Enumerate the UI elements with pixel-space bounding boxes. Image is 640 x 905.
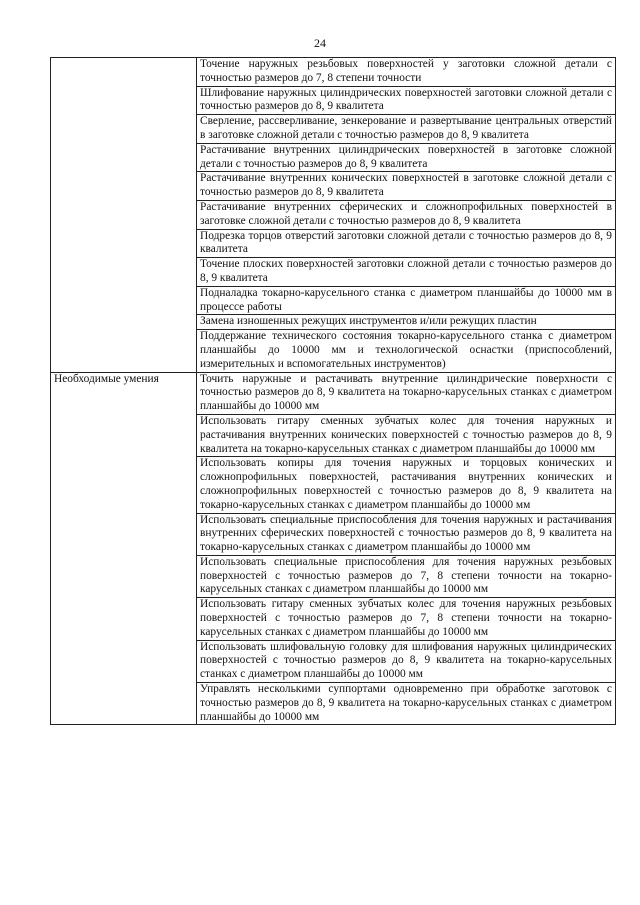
section-label: Необходимые умения — [54, 372, 159, 385]
requirement-text: Точение наружных резьбовых поверхностей у заготовки сложной детали с точностью размеров до 7, 8 степени точности — [197, 58, 616, 87]
table-row — [51, 372, 616, 414]
requirement-text: Шлифование наружных цилиндрических поверхностей заготовки сложной детали с точностью размеров до 8, 9 квалитета — [197, 86, 616, 115]
requirement-text: Использовать гитару сменных зубчатых колес для точения наружных резьбовых поверхностей с точностью размеров до 7, 8 степени точности на токарно-карусельных станках с диаметром планшайбы до 10000 мм — [197, 598, 616, 640]
requirement-text: Точение плоских поверхностей заготовки сложной детали с точностью размеров до 8, 9 квалитета — [197, 258, 616, 287]
requirement-text: Точить наружные и растачивать внутренние цилиндрические поверхности с точностью размеров до 8, 9 квалитета на токарно-карусельных станках с диаметром планшайбы до 10000 мм — [197, 372, 616, 414]
requirement-text: Использовать гитару сменных зубчатых колес для точения наружных и растачивания внутренних конических поверхностей с точностью размеров до 8, 9 квалитета на токарно-карусельных станках с диаметром планшайбы до 10000 мм — [197, 414, 616, 456]
requirement-text: Растачивание внутренних сферических и сложнопрофильных поверхностей в заготовке сложной детали с точностью размеров до 8, 9 квалитета — [197, 200, 616, 229]
page-number: 24 — [314, 36, 326, 50]
requirement-text: Использовать шлифовальную головку для шлифования наружных цилиндрических поверхностей с точностью размеров до 8, 9 квалитета на токарно-карусельных станках с диаметром планшайбы до 10000 мм — [197, 640, 616, 682]
requirement-text: Поддержание технического состояния токарно-карусельного станка с диаметром планшайбы до 10000 мм и технологической оснастки (приспособлений, измерительных и вспомогательных инструментов) — [197, 330, 616, 372]
requirement-text: Использовать специальные приспособления для точения наружных и растачивания внутренних сферических поверхностей с точностью размеров до 8, 9 квалитета на токарно-карусельных станках с диаметром планшайбы до 10000 мм — [197, 513, 616, 555]
table-row — [51, 58, 616, 87]
requirement-text: Замена изношенных режущих инструментов и/или режущих пластин — [197, 315, 616, 330]
requirement-text: Использовать копиры для точения наружных и торцовых конических и сложнопрофильных поверхностей, растачивания внутренних конических и сложнопрофильных поверхностей с точностью размеров до 8, 9 квалитета на токарно-карусельных станках с диаметром планшайбы до 10000 мм — [197, 457, 616, 513]
section-label-cell — [51, 372, 197, 725]
requirement-text: Подналадка токарно-карусельного станка с диаметром планшайбы до 10000 мм в процессе работы — [197, 286, 616, 315]
requirement-text: Растачивание внутренних цилиндрических поверхностей в заготовке сложной детали с точностью размеров до 8, 9 квалитета — [197, 143, 616, 172]
requirement-text: Управлять несколькими суппортами одновременно при обработке заготовок с точностью размеров до 8, 9 квалитета на токарно-карусельных станках с диаметром планшайбы до 10000 мм — [197, 683, 616, 725]
table-body — [51, 58, 616, 725]
requirements-table — [50, 57, 616, 725]
requirement-text: Использовать специальные приспособления для точения наружных резьбовых поверхностей с точностью размеров до 7, 8 степени точности на токарно-карусельных станках с диаметром планшайбы до 10000 мм — [197, 555, 616, 597]
requirement-text: Сверление, рассверливание, зенкерование и развертывание центральных отверстий в заготовке сложной детали с точностью размеров до 8, 9 квалитета — [197, 115, 616, 144]
section-label-cell — [51, 58, 197, 373]
requirement-text: Подрезка торцов отверстий заготовки сложной детали с точностью размеров до 8, 9 квалитета — [197, 229, 616, 258]
requirement-text: Растачивание внутренних конических поверхностей в заготовке сложной детали с точностью размеров до 8, 9 квалитета — [197, 172, 616, 201]
